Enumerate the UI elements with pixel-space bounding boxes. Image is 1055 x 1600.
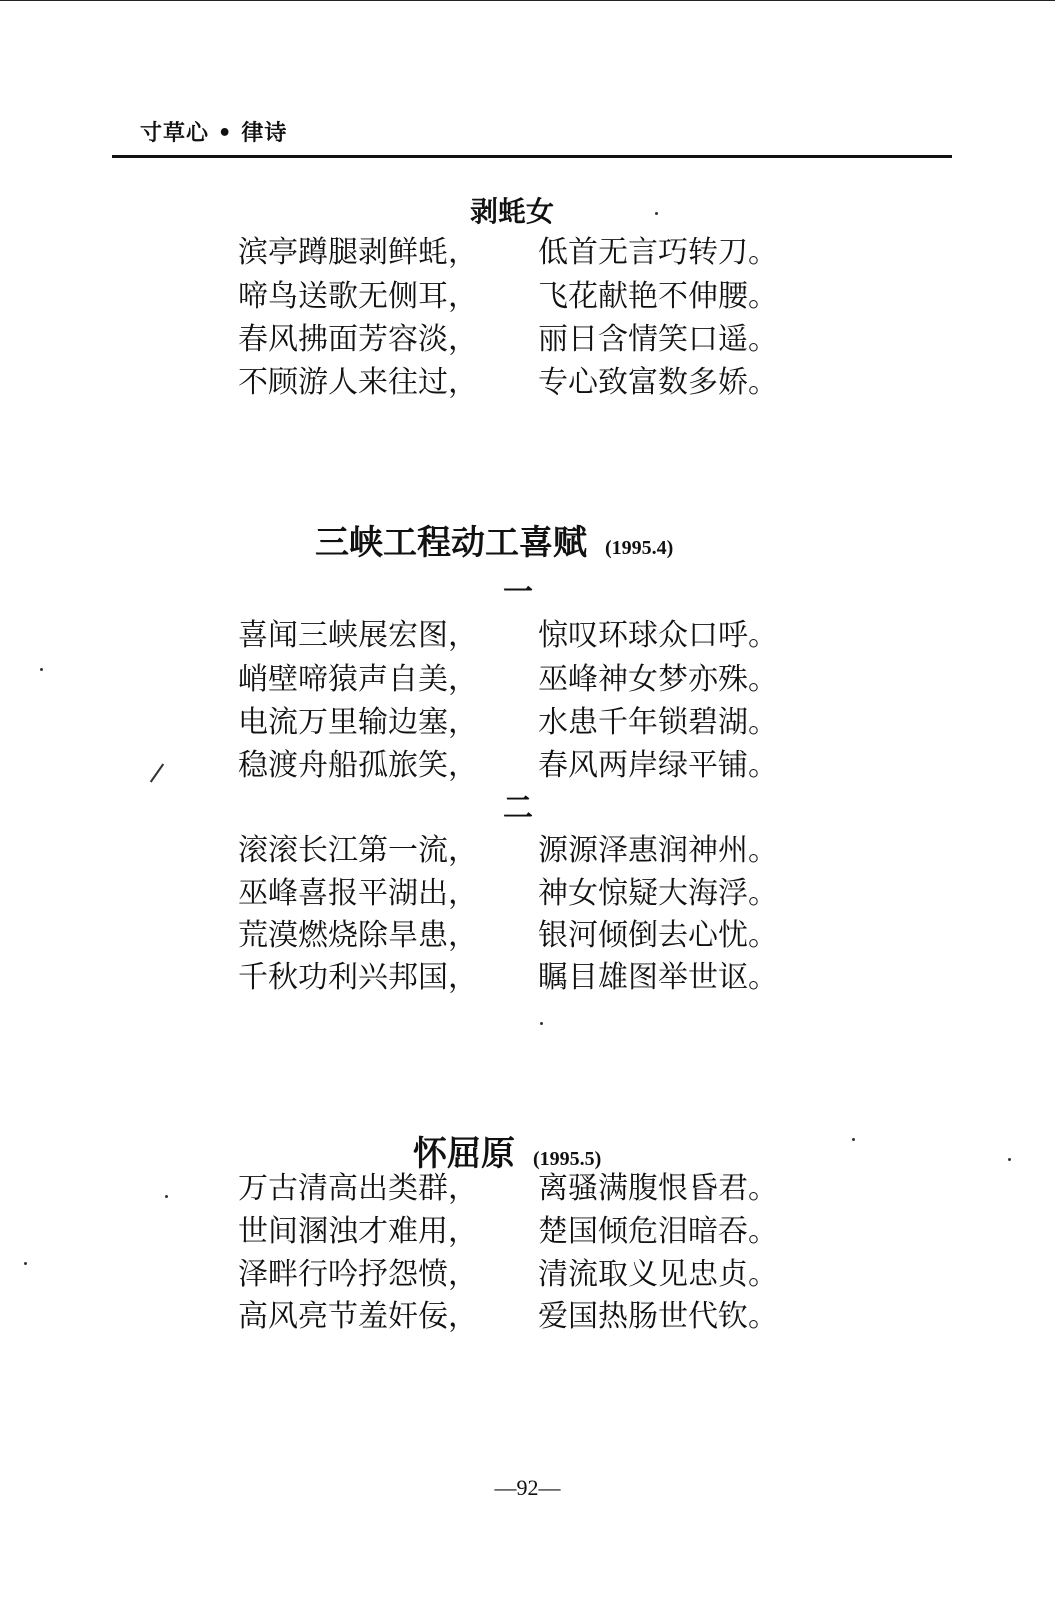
first-hemistich: 喜闻三峡展宏图， (238, 618, 478, 653)
second-hemistich: 源源泽惠润神州。 (538, 833, 778, 868)
poem-line (238, 1253, 838, 1297)
poem-title (470, 190, 554, 230)
running-head: 寸草心 • 律诗 (140, 121, 288, 146)
poem-line (238, 1167, 838, 1211)
second-hemistich: 瞩目雄图举世讴。 (538, 960, 778, 995)
second-hemistich: 爱国热肠世代钦。 (538, 1299, 778, 1334)
second-hemistich: 低首无言巧转刀。 (538, 235, 778, 270)
first-hemistich: 万古清高出类群， (238, 1171, 478, 1206)
poem-date: (1995.4) (605, 537, 674, 559)
scan-speck (655, 212, 658, 215)
poem-line (238, 914, 838, 958)
poem-line (238, 829, 838, 873)
first-hemistich: 世间溷浊才难用， (238, 1214, 478, 1249)
poem-line (238, 231, 838, 275)
second-hemistich: 专心致富数多娇。 (538, 365, 778, 400)
scan-stroke-mark (150, 763, 164, 782)
second-hemistich: 离骚满腹恨昏君。 (538, 1171, 778, 1206)
first-hemistich: 电流万里输边塞， (238, 705, 478, 740)
second-hemistich: 楚国倾危泪暗吞。 (538, 1214, 778, 1249)
poem-line (238, 872, 838, 916)
poem-line (238, 701, 838, 745)
first-hemistich: 不顾游人来往过， (238, 365, 478, 400)
section-number: 二 (503, 791, 533, 826)
poem-line (238, 614, 838, 658)
poem-title-text: 三峡工程动工喜赋 (315, 523, 587, 563)
poem-line (238, 956, 838, 1000)
first-hemistich: 啼鸟送歌无侧耳， (238, 279, 478, 314)
header-rule (112, 155, 952, 158)
poem-line (238, 318, 838, 362)
first-hemistich: 春风拂面芳容淡， (238, 322, 478, 357)
second-hemistich: 丽日含情笑口遥。 (538, 322, 778, 357)
poem-line (238, 1295, 838, 1339)
section-number: 一 (503, 575, 533, 610)
first-hemistich: 峭壁啼猿声自美， (238, 662, 478, 697)
second-hemistich: 飞花献艳不伸腰。 (538, 279, 778, 314)
poem-title (315, 515, 673, 564)
scan-speck (1008, 1158, 1011, 1161)
first-hemistich: 泽畔行吟抒怨愤， (238, 1257, 478, 1292)
first-hemistich: 巫峰喜报平湖出， (238, 876, 478, 911)
first-hemistich: 稳渡舟船孤旅笑， (238, 748, 478, 783)
second-hemistich: 水患千年锁碧湖。 (538, 705, 778, 740)
poem-line (238, 361, 838, 405)
second-hemistich: 巫峰神女梦亦殊。 (538, 662, 778, 697)
poem-line (238, 1210, 838, 1254)
second-hemistich: 春风两岸绿平铺。 (538, 748, 778, 783)
scan-speck (24, 1262, 27, 1265)
scan-speck (40, 668, 43, 671)
page-number: —92— (494, 1475, 561, 1500)
first-hemistich: 滚滚长江第一流， (238, 833, 478, 868)
first-hemistich: 千秋功利兴邦国， (238, 960, 478, 995)
scan-speck (540, 1022, 543, 1025)
second-hemistich: 神女惊疑大海浮。 (538, 876, 778, 911)
poem-line (238, 275, 838, 319)
poem-line (238, 658, 838, 702)
poem-date: (1995.5) (533, 1148, 602, 1170)
scan-speck (165, 1195, 168, 1198)
first-hemistich: 荒漠燃烧除旱患， (238, 918, 478, 953)
scan-speck (852, 1138, 855, 1141)
second-hemistich: 惊叹环球众口呼。 (538, 618, 778, 653)
page-top-border (0, 0, 1055, 1)
poem-title-text: 怀屈原 (413, 1134, 515, 1174)
second-hemistich: 清流取义见忠贞。 (538, 1257, 778, 1292)
poem-line (238, 744, 838, 788)
first-hemistich: 高风亮节羞奸佞， (238, 1299, 478, 1334)
poem-title-text: 剥蚝女 (470, 195, 555, 228)
second-hemistich: 银河倾倒去心忧。 (538, 918, 778, 953)
first-hemistich: 滨亭蹲腿剥鲜蚝， (238, 235, 478, 270)
